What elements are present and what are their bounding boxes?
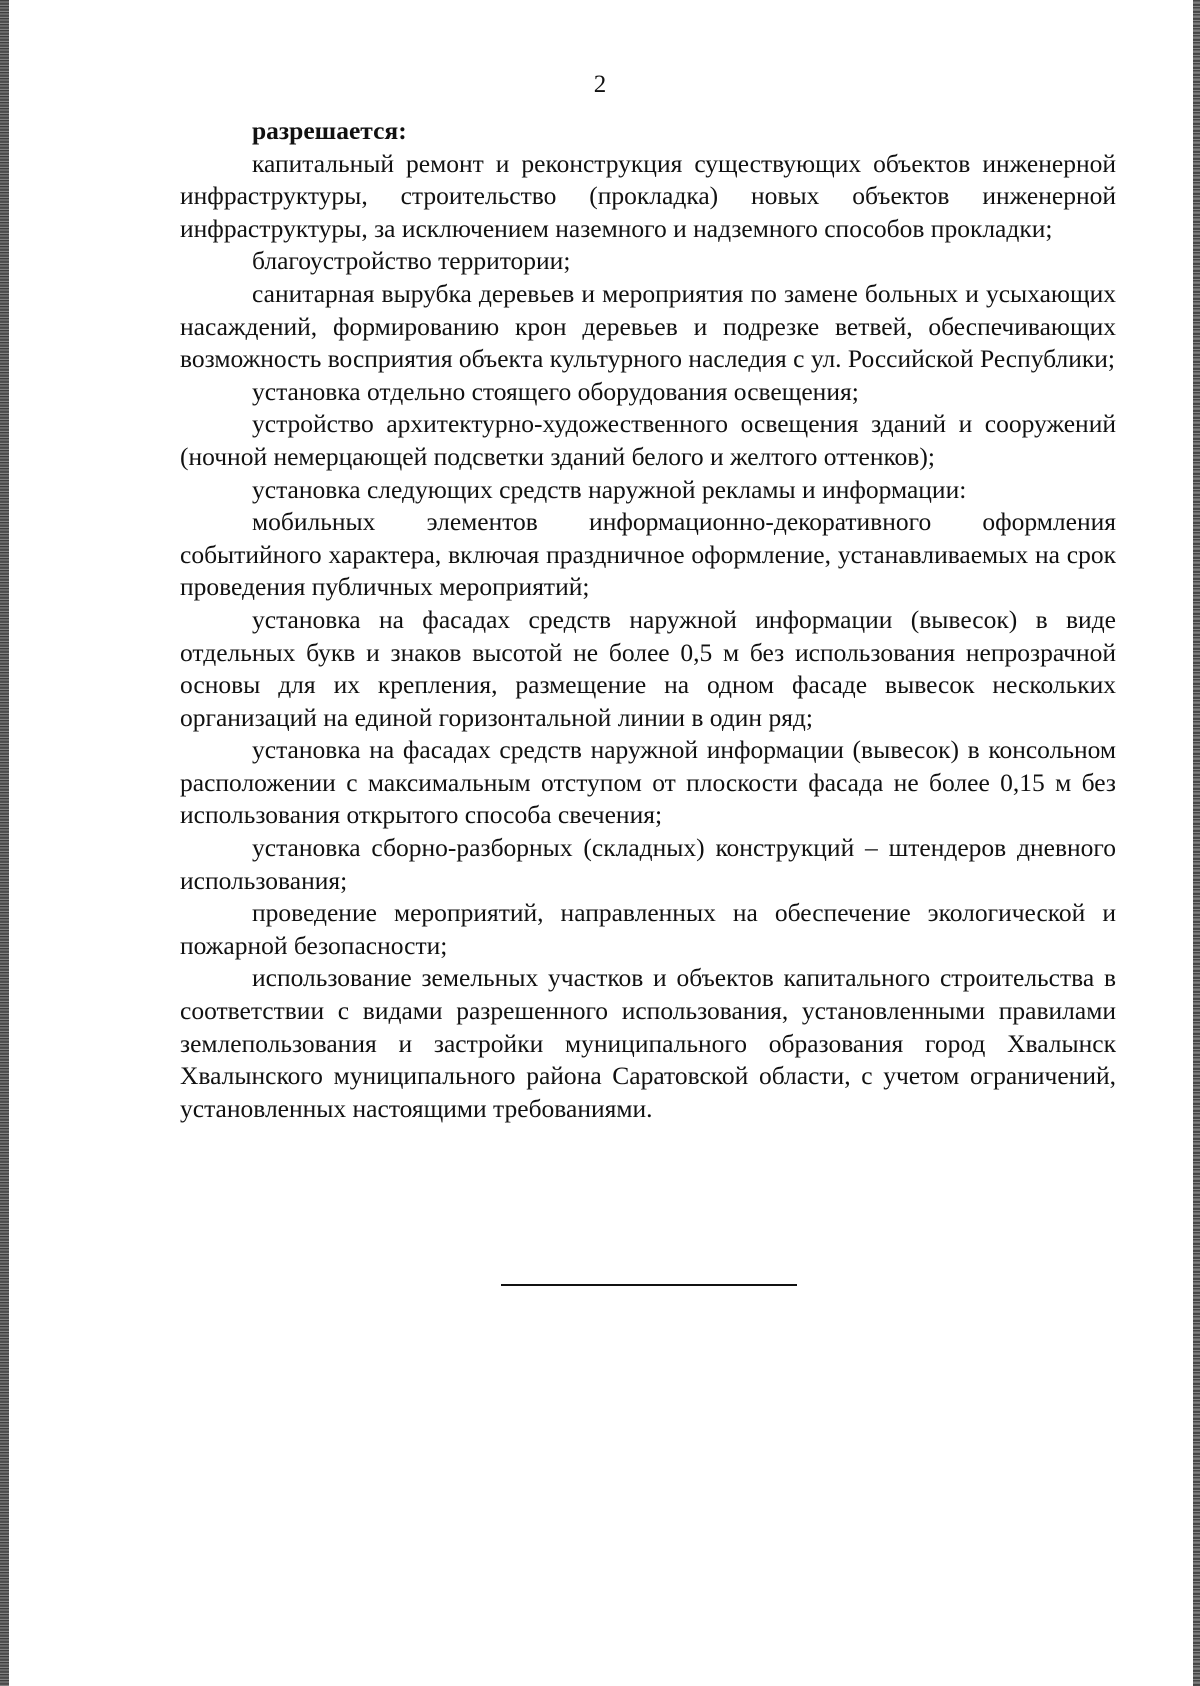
paragraph-capital-repair: капитальный ремонт и реконструкция существующих объектов инженерной инфраструктуры, строительство (прокладка) новых объектов инженерной инфраструктуры, за исключением наземного и надземного способов прокладки; <box>180 148 1116 243</box>
paragraph-landscaping: благоустройство территории; <box>252 246 571 276</box>
paragraph-land-use: использование земельных участков и объектов капитального строительства в соответствии с видами разрешенного использования, установленными правилами землепользования и застройки муниципального образования город Хвалынск Хвалынского муниципального района Саратовской области, с учетом ограничений, установленных настоящими требованиями. <box>180 963 1116 1123</box>
paragraph-lighting-equipment: установка отдельно стоящего оборудования освещения; <box>252 376 859 406</box>
paragraph-sidewalk-signs: установка сборно-разборных (складных) конструкций – штендеров дневного использования; <box>180 833 1116 895</box>
paragraph-mobile-decor: мобильных элементов информационно-декоративного оформления событийного характера, включая праздничное оформление, устанавливаемых на срок проведения публичных мероприятий; <box>180 507 1116 602</box>
scan-edge-left <box>0 0 9 1686</box>
paragraph-sanitary-felling: санитарная вырубка деревьев и мероприятия по замене больных и усыхающих насаждений, формированию крон деревьев и подрезке ветвей, обеспечивающих возможность восприятия объекта культурного наследия с ул. Российской Республики; <box>180 278 1116 374</box>
paragraph-console-signs: установка на фасадах средств наружной информации (вывесок) в консольном расположении с максимальным отступом от плоскости фасада не более 0,15 м без использования открытого способа свечения; <box>180 735 1116 830</box>
paragraph-letter-signs: установка на фасадах средств наружной информации (вывесок) в виде отдельных букв и знаков высотой не более 0,5 м без использования непрозрачной основы для их крепления, размещение на одном фасаде вывесок нескольких организаций на единой горизонтальной линии в один ряд; <box>180 604 1116 732</box>
section-heading: разрешается: <box>252 116 407 145</box>
end-of-document-rule <box>501 1284 797 1286</box>
paragraph-advertising-intro: установка следующих средств наружной рекламы и информации: <box>252 474 967 504</box>
paragraph-architectural-lighting: устройство архитектурно-художественного освещения зданий и сооружений (ночной немерцающей подсветки зданий белого и желтого оттенков); <box>180 409 1116 471</box>
page-number: 2 <box>593 71 607 98</box>
document-body <box>180 115 1116 1125</box>
scan-edge-right <box>1193 0 1200 1686</box>
paragraph-safety-measures: проведение мероприятий, направленных на обеспечение экологической и пожарной безопасности; <box>180 898 1116 960</box>
